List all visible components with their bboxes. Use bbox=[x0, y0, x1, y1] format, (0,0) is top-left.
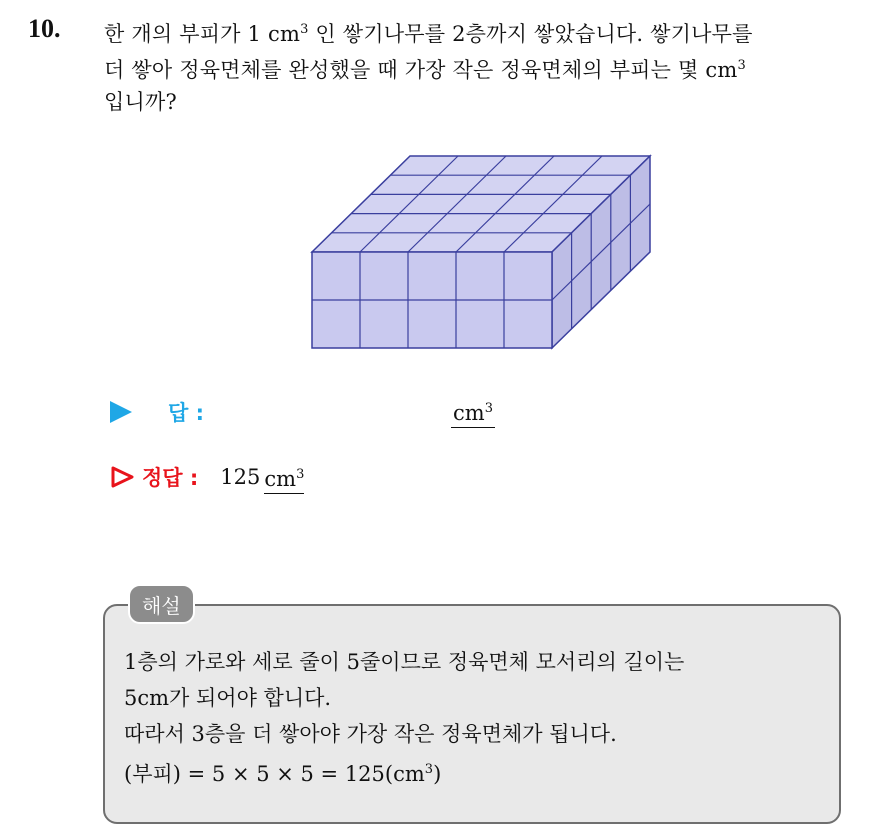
question-line-1-sup: 3 bbox=[300, 22, 309, 37]
stacked-blocks-figure bbox=[300, 150, 660, 355]
question-line-2-sup: 3 bbox=[737, 58, 746, 73]
question-line-1 bbox=[104, 14, 864, 50]
answer-unit-base: cm bbox=[453, 401, 485, 425]
solution-line-4-a: (부피) = 5 × 5 × 5 = 125(cm bbox=[124, 762, 425, 786]
correct-unit-sup: 3 bbox=[296, 466, 305, 482]
solution-line-4 bbox=[124, 752, 834, 792]
solution-line-2: 5cm가 되어야 합니다. bbox=[124, 686, 332, 710]
correct-answer-row bbox=[110, 460, 304, 494]
question-line-2-a: 더 쌓아 정육면체를 완성했을 때 가장 작은 정육면체의 부피는 몇 cm bbox=[104, 58, 738, 82]
question-line-1-b: 인 쌓기나무를 2층까지 쌓았습니다. 쌓기나무를 bbox=[308, 22, 753, 46]
solution-line-1: 1층의 가로와 세로 줄이 5줄이므로 정육면체 모서리의 길이는 bbox=[124, 650, 685, 674]
solution-line-4-sup: 3 bbox=[424, 762, 434, 777]
answer-unit-sup: 3 bbox=[484, 401, 493, 416]
correct-answer-value: 125 bbox=[220, 465, 261, 489]
solution-text bbox=[124, 644, 834, 792]
solution-line-4-b: ) bbox=[433, 762, 442, 786]
answer-unit[interactable] bbox=[451, 395, 495, 428]
solution-tab: 해설 bbox=[128, 584, 195, 624]
question-line-3: 입니까? bbox=[104, 90, 177, 114]
answer-marker-icon bbox=[110, 401, 132, 423]
question-line-2 bbox=[104, 50, 864, 86]
correct-marker-icon bbox=[110, 465, 136, 489]
correct-unit-base: cm bbox=[264, 466, 297, 491]
correct-answer-unit bbox=[264, 461, 304, 494]
solution-line-3: 따라서 3층을 더 쌓아야 가장 작은 정육면체가 됩니다. bbox=[124, 722, 617, 746]
answer-label: 답 : bbox=[168, 401, 204, 425]
question-text bbox=[104, 14, 864, 118]
question-line-1-a: 한 개의 부피가 1 cm bbox=[104, 22, 301, 46]
question-number: 10. bbox=[28, 14, 61, 43]
correct-answer-label: 정답 : bbox=[142, 466, 199, 490]
answer-row bbox=[110, 395, 204, 429]
